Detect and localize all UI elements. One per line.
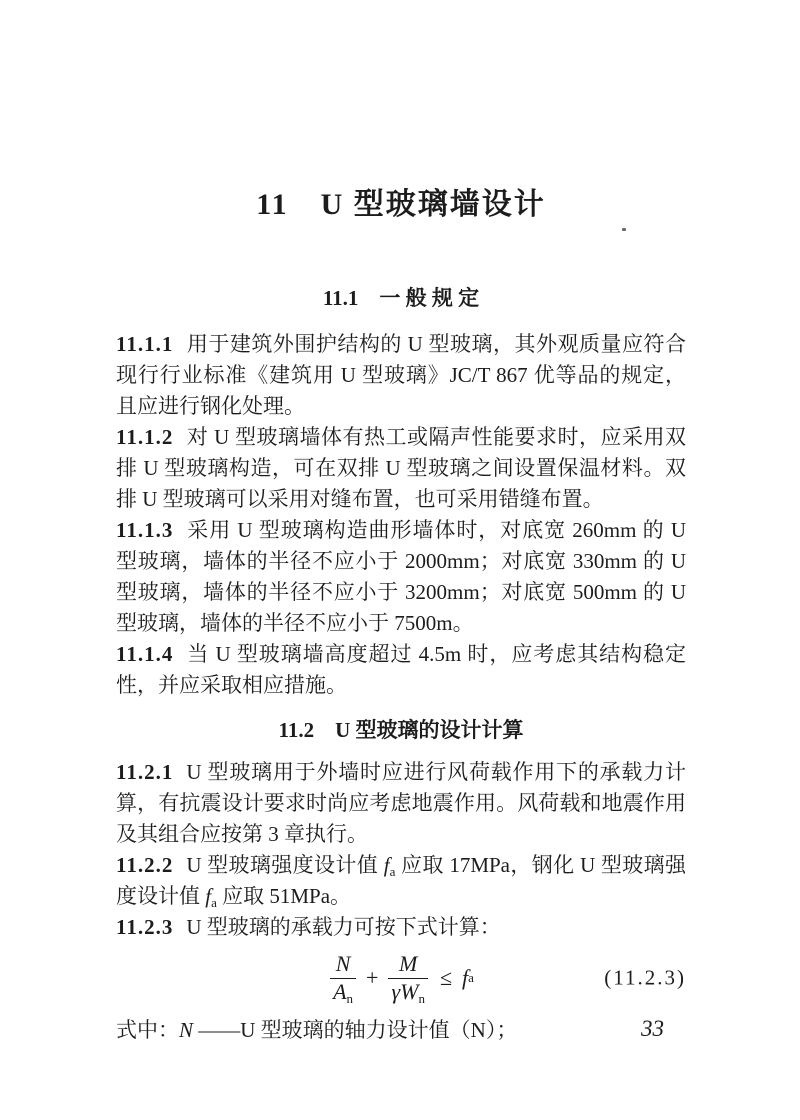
where-clause xyxy=(116,1015,686,1046)
clause-text: 用于建筑外围护结构的 U 型玻璃，其外观质量应符合现行行业标准《建筑用 U 型玻璃》JC/T 867 优等品的规定，且应进行钢化处理。 xyxy=(116,332,686,418)
clause-text: U 型玻璃用于外墙时应进行风荷载作用下的承载力计算，有抗震设计要求时尚应考虑地震作用。风荷载和地震作用及其组合应按第 3 章执行。 xyxy=(116,760,686,846)
variable-A: A xyxy=(333,978,347,1004)
formula-numerator-M: M xyxy=(399,951,418,977)
variable-subscript: n xyxy=(346,990,354,1006)
clause-text-segment: U 型玻璃强度设计值 xyxy=(186,853,384,877)
clause-number: 11.1.3 xyxy=(116,518,174,542)
formula-denominator-An xyxy=(330,978,356,1004)
where-prefix: 式中： xyxy=(116,1018,179,1042)
less-equal-sign: ≤ xyxy=(439,965,453,990)
section-heading-11-1: 11.1 一 般 规 定 xyxy=(322,286,480,310)
formula-11-2-3 xyxy=(116,947,686,1009)
clause-text-segment: 应取 51MPa。 xyxy=(216,884,352,908)
clause-text: U 型玻璃的承载力可按下式计算： xyxy=(186,915,501,939)
clause-text: 对 U 型玻璃墙体有热工或隔声性能要求时，应采用双排 U 型玻璃构造，可在双排 U 型玻璃之间设置保温材料。双排 U 型玻璃可以采用对缝布置，也可采用错缝布置。 xyxy=(116,425,686,511)
variable-gammaW: γW xyxy=(391,978,419,1004)
formula-expression: $\frac{N}{A_n}$ + $\frac{M}{\gamma W_n}$ ≤ f a xyxy=(328,952,474,1003)
page-number: 33 xyxy=(641,1016,664,1041)
variable-subscript: a xyxy=(389,864,396,879)
clause-number: 11.2.3 xyxy=(116,915,174,939)
section-heading-11-2: 11.2 U 型玻璃的设计计算 xyxy=(278,718,524,742)
clause-11-2-1 xyxy=(116,757,686,850)
clause-number: 11.1.2 xyxy=(116,425,174,449)
clause-number: 11.2.2 xyxy=(116,853,174,877)
clause-number: 11.1.4 xyxy=(116,642,174,666)
clause-11-2-2 xyxy=(116,850,686,912)
variable-fa: f xyxy=(462,965,469,990)
variable-subscript: n xyxy=(418,990,425,1006)
variable-fa: f xyxy=(383,853,390,877)
equation-number: (11.2.3) xyxy=(604,965,686,990)
clause-11-1-4 xyxy=(116,639,686,701)
clause-11-1-2 xyxy=(116,422,686,515)
clause-number: 11.1.1 xyxy=(116,332,174,356)
plus-operator: + xyxy=(366,965,379,990)
variable-subscript: a xyxy=(211,895,217,910)
formula-denominator-gammaWn xyxy=(388,978,428,1004)
fraction-axial xyxy=(330,951,356,1006)
formula-numerator-N: N xyxy=(335,951,351,977)
clause-11-1-1 xyxy=(116,329,686,422)
clause-text: 当 U 型玻璃墙高度超过 4.5m 时，应考虑其结构稳定性，并应采取相应措施。 xyxy=(116,642,686,697)
where-text: ——U 型玻璃的轴力设计值（N）； xyxy=(193,1018,518,1042)
clause-text: 采用 U 型玻璃构造曲形墙体时，对底宽 260mm 的 U 型玻璃，墙体的半径不应小于 2000mm；对底宽 330mm 的 U 型玻璃，墙体的半径不应小于 3200mm；对底宽 500mm 的 U 型玻璃，墙体的半径不应小于 7500m。 xyxy=(116,518,686,635)
clause-text-segment: 应取 17MPa，钢化 U 型玻璃强度设计值 xyxy=(116,853,686,908)
variable-fa: f xyxy=(205,884,212,908)
fraction-moment xyxy=(388,951,428,1006)
clause-number: 11.2.1 xyxy=(116,760,174,784)
scan-artifact-dot xyxy=(622,228,626,231)
clause-11-1-3 xyxy=(116,515,686,639)
chapter-title: 11 U 型玻璃墙设计 xyxy=(256,188,546,221)
variable-N: N xyxy=(179,1018,194,1042)
clause-11-2-3 xyxy=(116,912,686,943)
